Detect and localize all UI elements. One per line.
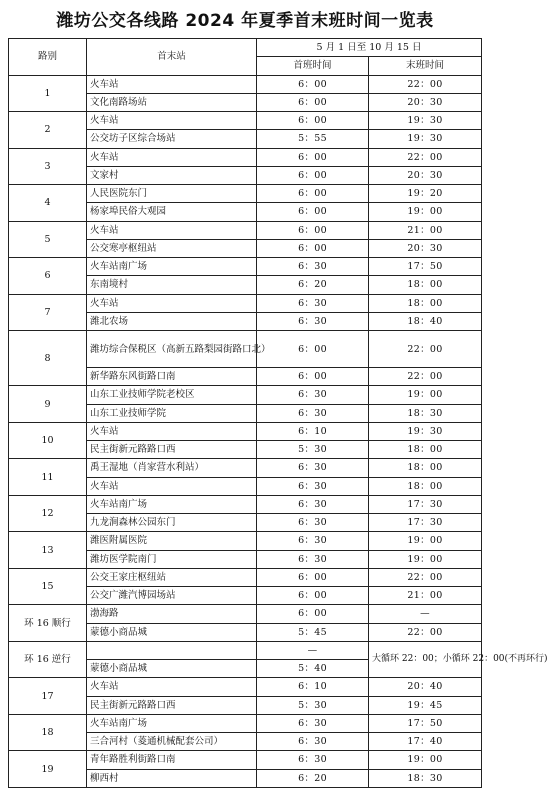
header-first-time: 首班时间 — [257, 57, 369, 75]
stop-name: 蒙德小商品城 — [87, 623, 257, 641]
stop-name: 公交广潍汽博园场站 — [87, 587, 257, 605]
route-number: 13 — [9, 532, 87, 569]
stop-name: 火车站 — [87, 148, 257, 166]
last-bus-time: 19：30 — [369, 130, 482, 148]
first-bus-time: 5：55 — [257, 130, 369, 148]
table-row — [9, 112, 482, 130]
last-bus-time: 18：30 — [369, 404, 482, 422]
table-row — [9, 221, 482, 239]
stop-name: 渤海路 — [87, 605, 257, 623]
route-number: 11 — [9, 459, 87, 496]
first-bus-time: 6：30 — [257, 733, 369, 751]
first-bus-time: 6：00 — [257, 166, 369, 184]
first-bus-time: 6：30 — [257, 258, 369, 276]
stop-name: 火车站 — [87, 477, 257, 495]
first-bus-time: 6：00 — [257, 568, 369, 586]
first-bus-time: 6：30 — [257, 312, 369, 330]
stop-name: 火车站南广场 — [87, 258, 257, 276]
last-bus-time: 22：00 — [369, 148, 482, 166]
stop-name: 蒙德小商品城 — [87, 660, 257, 678]
first-bus-time: 5：30 — [257, 441, 369, 459]
last-bus-time: 18：40 — [369, 312, 482, 330]
first-bus-time: — — [257, 641, 369, 659]
first-bus-time: 6：20 — [257, 769, 369, 787]
table-row — [9, 258, 482, 276]
table-row — [9, 185, 482, 203]
table-row — [9, 386, 482, 404]
stop-name: 东南境村 — [87, 276, 257, 294]
stop-name: 山东工业技师学院老校区 — [87, 386, 257, 404]
last-bus-time: 17：50 — [369, 258, 482, 276]
last-bus-time: 21：00 — [369, 587, 482, 605]
first-bus-time: 6：20 — [257, 276, 369, 294]
table-body — [9, 75, 548, 787]
first-bus-time: 6：30 — [257, 477, 369, 495]
first-bus-time: 6：30 — [257, 386, 369, 404]
table-row — [9, 148, 482, 166]
table-row — [9, 495, 482, 513]
last-bus-time: 17：30 — [369, 495, 482, 513]
stop-name: 火车站 — [87, 422, 257, 440]
route-number: 4 — [9, 185, 87, 222]
first-bus-time: 6：00 — [257, 93, 369, 111]
first-bus-time: 6：10 — [257, 678, 369, 696]
first-bus-time: 6：00 — [257, 368, 369, 386]
last-bus-note: 大循环 22：00；小循环 22：00(不再环行) — [369, 641, 482, 678]
stop-name: 柳西村 — [87, 769, 257, 787]
first-bus-time: 6：30 — [257, 532, 369, 550]
stop-name: 人民医院东门 — [87, 185, 257, 203]
route-number: 5 — [9, 221, 87, 258]
table-row — [9, 568, 482, 586]
table-row — [9, 331, 482, 368]
stop-name: 九龙涧森林公园东门 — [87, 514, 257, 532]
last-bus-time: 20：40 — [369, 678, 482, 696]
route-number: 1 — [9, 75, 87, 112]
first-bus-time: 6：30 — [257, 459, 369, 477]
route-number: 2 — [9, 112, 87, 149]
stop-name: 新华路东风街路口南 — [87, 368, 257, 386]
header-last-time: 末班时间 — [369, 57, 482, 75]
schedule-table — [8, 38, 548, 788]
route-number: 12 — [9, 495, 87, 532]
header-stops: 首末站 — [87, 39, 257, 76]
last-bus-time: 18：00 — [369, 459, 482, 477]
route-number: 3 — [9, 148, 87, 185]
route-number: 环 16 逆行 — [9, 641, 87, 678]
first-bus-time: 6：30 — [257, 751, 369, 769]
stop-name: 青年路胜利街路口南 — [87, 751, 257, 769]
first-bus-time: 6：00 — [257, 331, 369, 368]
route-number: 19 — [9, 751, 87, 788]
route-number: 8 — [9, 331, 87, 386]
first-bus-time: 6：00 — [257, 587, 369, 605]
last-bus-time: 18：00 — [369, 276, 482, 294]
table-row — [9, 532, 482, 550]
stop-name: 潍坊综合保税区（高新五路梨园街路口北） — [87, 331, 257, 368]
route-number: 17 — [9, 678, 87, 715]
first-bus-time: 5：30 — [257, 696, 369, 714]
table-row — [9, 605, 482, 623]
last-bus-time: 19：00 — [369, 203, 482, 221]
last-bus-time: 22：00 — [369, 75, 482, 93]
stop-name: 潍医附属医院 — [87, 532, 257, 550]
header-route: 路别 — [9, 39, 87, 76]
table-row — [9, 294, 482, 312]
first-bus-time: 6：00 — [257, 239, 369, 257]
last-bus-time: 22：00 — [369, 331, 482, 368]
first-bus-time: 6：30 — [257, 404, 369, 422]
last-bus-time: 22：00 — [369, 623, 482, 641]
last-bus-time: 19：00 — [369, 550, 482, 568]
last-bus-time: 20：30 — [369, 166, 482, 184]
last-bus-time: 20：30 — [369, 93, 482, 111]
stop-name: 火车站 — [87, 75, 257, 93]
last-bus-time: 18：30 — [369, 769, 482, 787]
first-bus-time: 6：10 — [257, 422, 369, 440]
stop-name: 火车站 — [87, 678, 257, 696]
stop-name: 文家村 — [87, 166, 257, 184]
stop-name: 潍北农场 — [87, 312, 257, 330]
stop-name: 火车站 — [87, 112, 257, 130]
last-bus-time: 19：00 — [369, 532, 482, 550]
first-bus-time: 6：00 — [257, 148, 369, 166]
first-bus-time: 5：45 — [257, 623, 369, 641]
route-number: 10 — [9, 422, 87, 459]
first-bus-time: 6：00 — [257, 75, 369, 93]
table-row — [9, 459, 482, 477]
last-bus-time: 19：30 — [369, 112, 482, 130]
table-row — [9, 75, 482, 93]
stop-name: 公交寒亭枢纽站 — [87, 239, 257, 257]
route-number: 15 — [9, 568, 87, 605]
stop-name: 火车站 — [87, 221, 257, 239]
first-bus-time: 6：00 — [257, 605, 369, 623]
route-number: 环 16 顺行 — [9, 605, 87, 642]
stop-name: 火车站 — [87, 294, 257, 312]
last-bus-time: 22：00 — [369, 568, 482, 586]
last-bus-time: 17：50 — [369, 714, 482, 732]
stop-name: 三合河村（菱通机械配套公司） — [87, 733, 257, 751]
page-title: 潍坊公交各线路 2024 年夏季首末班时间一览表 — [56, 11, 434, 31]
last-bus-time: 18：00 — [369, 477, 482, 495]
stop-name: 潍坊医学院南门 — [87, 550, 257, 568]
last-bus-time: 17：30 — [369, 514, 482, 532]
first-bus-time: 5：40 — [257, 660, 369, 678]
stop-name: 火车站南广场 — [87, 714, 257, 732]
last-bus-time: 17：40 — [369, 733, 482, 751]
table-row — [9, 641, 482, 659]
last-bus-time: — — [369, 605, 482, 623]
last-bus-time: 19：00 — [369, 386, 482, 404]
table-header — [9, 39, 482, 76]
stop-name — [87, 641, 257, 659]
stop-name: 公交坊子区综合场站 — [87, 130, 257, 148]
route-number: 6 — [9, 258, 87, 295]
first-bus-time: 6：30 — [257, 714, 369, 732]
last-bus-time: 18：00 — [369, 294, 482, 312]
first-bus-time: 6：00 — [257, 203, 369, 221]
last-bus-time: 19：00 — [369, 751, 482, 769]
last-bus-time: 18：00 — [369, 441, 482, 459]
stop-name: 民主街新元路路口西 — [87, 441, 257, 459]
stop-name: 民主街新元路路口西 — [87, 696, 257, 714]
route-number: 18 — [9, 714, 87, 751]
first-bus-time: 6：30 — [257, 514, 369, 532]
first-bus-time: 6：30 — [257, 294, 369, 312]
table-row — [9, 422, 482, 440]
route-number: 9 — [9, 386, 87, 423]
stop-name: 火车站南广场 — [87, 495, 257, 513]
last-bus-time: 20：30 — [369, 239, 482, 257]
last-bus-time: 21：00 — [369, 221, 482, 239]
first-bus-time: 6：00 — [257, 112, 369, 130]
stop-name: 文化南路场站 — [87, 93, 257, 111]
stop-name: 禹王湿地（肖家营水利站） — [87, 459, 257, 477]
stop-name: 杨家埠民俗大观园 — [87, 203, 257, 221]
stop-name: 公交王家庄枢纽站 — [87, 568, 257, 586]
table-row — [9, 678, 482, 696]
route-number: 7 — [9, 294, 87, 331]
table-row — [9, 751, 482, 769]
last-bus-time: 19：20 — [369, 185, 482, 203]
last-bus-time: 19：45 — [369, 696, 482, 714]
first-bus-time: 6：00 — [257, 221, 369, 239]
stop-name: 山东工业技师学院 — [87, 404, 257, 422]
first-bus-time: 6：30 — [257, 550, 369, 568]
last-bus-time: 19：30 — [369, 422, 482, 440]
table-row — [9, 714, 482, 732]
first-bus-time: 6：30 — [257, 495, 369, 513]
first-bus-time: 6：00 — [257, 185, 369, 203]
header-period: 5 月 1 日至 10 月 15 日 — [257, 39, 482, 57]
last-bus-time: 22：00 — [369, 368, 482, 386]
